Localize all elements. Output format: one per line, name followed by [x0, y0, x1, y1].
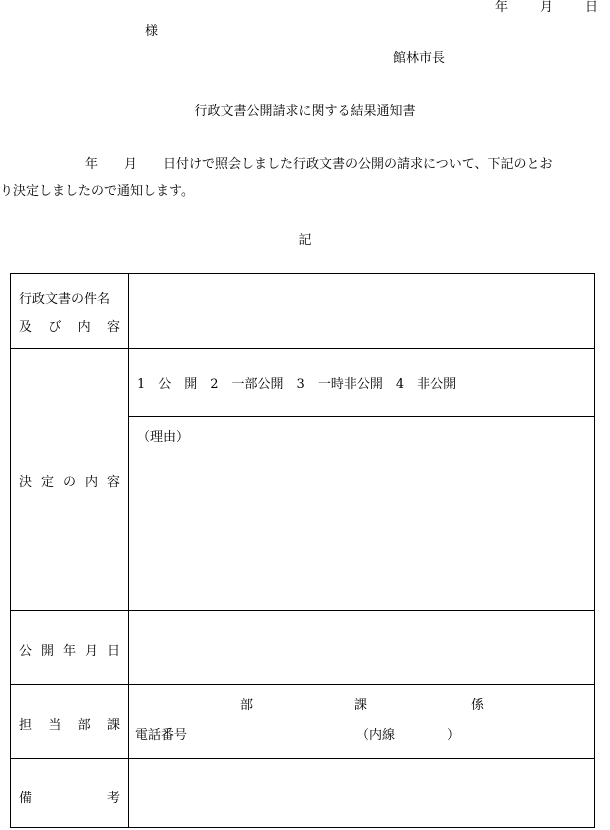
result-table: 行政文書の件名 及 び 内 容 決 定 の 内 容 1 公 開 2 一部公開 3 一時非公開 4 非公開 （理由） 公 開 年 月 日 担 当 部 課 部 課 係 電話番号 （内線 ） 備 考	[10, 273, 595, 828]
body-text-line2: り決定しましたので通知します。	[0, 184, 194, 199]
addressee: 様	[145, 24, 159, 39]
body-text-line1: 年 月 日付けで照会しました行政文書の公開の請求について、下記のとお	[85, 157, 553, 172]
extension-label: （内線 ）	[356, 728, 461, 743]
dept-kakari: 係	[471, 698, 485, 713]
dept-ka: 課	[354, 698, 368, 713]
label-line2: 及 び 内 容	[19, 320, 120, 335]
decision-options: 1 公 開 2 一部公開 3 一時非公開 4 非公開	[137, 377, 457, 392]
table-column-divider	[128, 274, 129, 827]
issuer: 館林市長	[393, 51, 446, 66]
date-line	[495, 0, 598, 16]
date-month: 月	[539, 0, 553, 15]
row-divider	[11, 610, 594, 611]
option-reason-divider	[128, 416, 595, 417]
document-title: 行政文書公開請求に関する結果通知書	[194, 104, 416, 119]
phone-label: 電話番号	[135, 728, 188, 743]
date-year: 年	[494, 0, 508, 15]
date-day: 日	[584, 0, 598, 15]
row-divider	[11, 348, 594, 349]
row-divider	[11, 758, 594, 759]
ki-heading: 記	[298, 233, 312, 248]
row-divider	[11, 684, 594, 685]
label-line1: 行政文書の件名	[19, 292, 111, 307]
reason-label: （理由）	[137, 430, 190, 445]
dept-bu: 部	[240, 698, 254, 713]
